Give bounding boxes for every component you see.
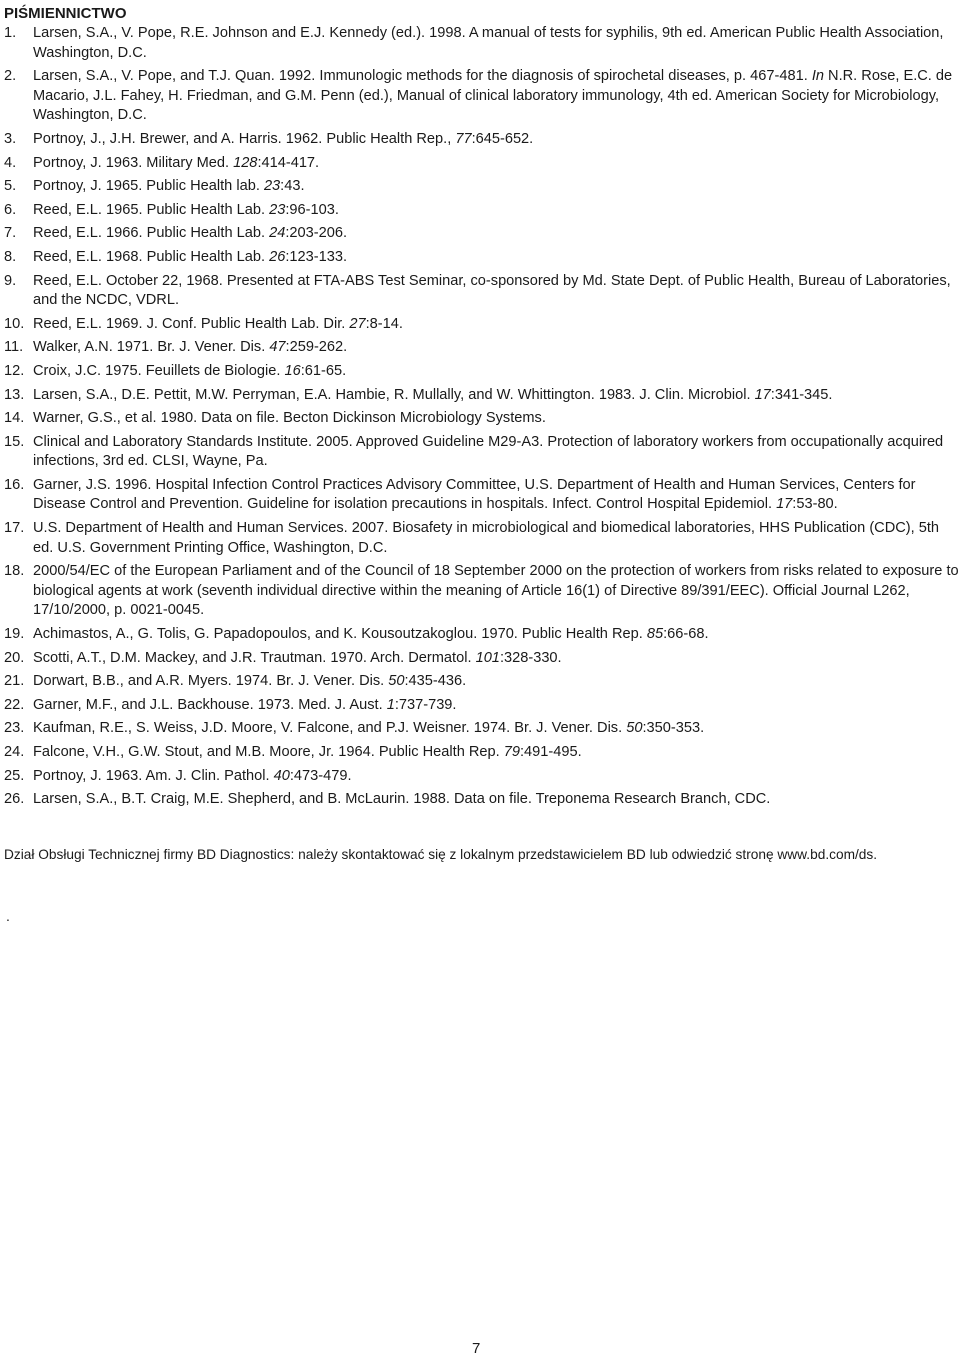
reference-item (4, 433, 960, 472)
reference-number: 5. (4, 178, 17, 195)
reference-item (4, 696, 960, 716)
reference-volume: 24 (269, 225, 286, 242)
reference-text-part: Portnoy, J. 1963. Military Med. (33, 154, 234, 171)
reference-item (4, 130, 960, 150)
reference-number: 16. (4, 476, 25, 493)
reference-volume: 26 (269, 248, 286, 265)
reference-volume: 23 (269, 201, 286, 218)
reference-item (4, 672, 960, 692)
reference-number: 11. (4, 339, 24, 356)
reference-number: 26. (4, 791, 25, 808)
reference-number: 19. (4, 626, 25, 643)
reference-text (33, 248, 960, 268)
reference-number: 10. (4, 315, 25, 332)
reference-text (33, 476, 960, 515)
reference-item (4, 790, 960, 810)
reference-volume: 23 (263, 178, 281, 195)
reference-text-part: Larsen, S.A., V. Pope, R.E. Johnson and E.J. Kennedy (ed.). 1998. A manual of tests for syphilis, 9th ed. American Public Health Association, Washington, D.C. (33, 25, 944, 61)
reference-text (33, 24, 960, 63)
reference-volume: 85 (646, 626, 664, 643)
reference-item (4, 386, 960, 406)
reference-volume: 77 (455, 130, 472, 147)
reference-text (33, 519, 960, 558)
reference-item (4, 154, 960, 174)
reference-number: 4. (4, 154, 17, 171)
reference-number: 15. (4, 433, 25, 450)
reference-text-part: :61-65. (300, 362, 347, 379)
reference-item (4, 719, 960, 739)
reference-volume: 47 (269, 339, 286, 356)
reference-item (4, 362, 960, 382)
reference-text-part: Dorwart, B.B., and A.R. Myers. 1974. Br. J. Vener. Dis. (33, 673, 389, 690)
reference-text-part: :43. (280, 178, 305, 195)
reference-number: 8. (4, 248, 17, 265)
reference-text-part: N.R. Rose, E.C. de Macario, J.L. Fahey, H. Friedman, and G.M. Penn (ed.), Manual of clinical laboratory immunology, 4th ed. American Society for Microbiology, Washington, D.C. (33, 68, 953, 124)
reference-item (4, 649, 960, 669)
reference-text-part: Garner, M.F., and J.L. Backhouse. 1973. Med. J. Aust. (33, 696, 387, 713)
reference-text (33, 338, 960, 358)
reference-text (33, 386, 960, 406)
reference-text-part: :473-479. (289, 767, 352, 784)
reference-text-part: :414-417. (257, 154, 320, 171)
reference-text-part: :491-495. (519, 744, 582, 760)
reference-text (33, 224, 960, 244)
reference-text-part: Croix, J.C. 1975. Feuillets de Biologie. (33, 362, 285, 379)
reference-number: 7. (4, 225, 17, 242)
reference-text-part: :66-68. (663, 626, 709, 643)
reference-text-part: Larsen, S.A., B.T. Craig, M.E. Shepherd, and B. McLaurin. 1988. Data on file. Treponema Research Branch, CDC. (33, 791, 771, 808)
reference-number: 14. (4, 410, 25, 427)
reference-text (33, 743, 960, 763)
reference-text (33, 201, 960, 221)
page-heading: PIŚMIENNICTWO (4, 5, 127, 22)
reference-text (33, 672, 960, 692)
footer-dot: . (6, 908, 10, 924)
reference-volume: 1 (386, 696, 395, 713)
reference-item (4, 272, 960, 311)
reference-number: 13. (4, 386, 25, 403)
reference-volume: 17 (754, 386, 771, 403)
reference-number: 24. (4, 744, 25, 760)
reference-text-part: Reed, E.L. 1965. Public Health Lab. (33, 201, 270, 218)
reference-text-part: :203-206. (285, 225, 347, 242)
reference-volume: 50 (388, 673, 405, 690)
reference-text-part: Larsen, S.A., V. Pope, and T.J. Quan. 1992. Immunologic methods for the diagnosis of spirochetal diseases, p. 467-481. (33, 68, 812, 85)
reference-number: 22. (4, 696, 25, 713)
reference-item (4, 519, 960, 558)
reference-text (33, 154, 960, 174)
reference-number: 23. (4, 720, 25, 737)
reference-item (4, 24, 960, 63)
reference-text (33, 272, 960, 311)
reference-volume: 27 (349, 315, 366, 332)
reference-item (4, 476, 960, 515)
reference-item (4, 67, 960, 126)
reference-number: 17. (4, 520, 25, 537)
reference-item (4, 743, 960, 763)
reference-item (4, 201, 960, 221)
reference-text-part: Garner, J.S. 1996. Hospital Infection Control Practices Advisory Committee, U.S. Department of Health and Human Services, Centers for Disease Control and Prevention. Guideline for isolation precautions in hospitals. Infect. Control Hospital Epidemiol. (33, 476, 916, 513)
reference-text-part: Larsen, S.A., D.E. Pettit, M.W. Perryman, E.A. Hambie, R. Mullally, and W. Whittington. 1983. J. Clin. Microbiol. (33, 386, 755, 403)
reference-text-part: :96-103. (285, 201, 339, 218)
reference-text-part: :259-262. (285, 339, 348, 356)
reference-text (33, 409, 960, 429)
reference-text-part: 2000/54/EC of the European Parliament and of the Council of 18 September 2000 on the protection of workers from risks related to exposure to biological agents at work (seventh individual directive within the meaning of Article 16(1) of Directive 89/391/EEC). Official Journal L262, 17/10/2000, p. 0021-0045. (33, 563, 959, 619)
reference-text (33, 649, 960, 669)
reference-text-part: :8-14. (365, 315, 403, 332)
reference-text-part: Scotti, A.T., D.M. Mackey, and J.R. Trautman. 1970. Arch. Dermatol. (33, 649, 476, 666)
reference-text (33, 433, 960, 472)
reference-text (33, 315, 960, 335)
reference-text (33, 177, 960, 197)
reference-number: 3. (4, 130, 17, 147)
reference-item (4, 224, 960, 244)
reference-volume: 128 (233, 154, 258, 171)
reference-text-part: :53-80. (792, 496, 838, 513)
reference-text (33, 767, 960, 787)
reference-item (4, 248, 960, 268)
reference-item (4, 625, 960, 645)
reference-text-part: :645-652. (471, 130, 534, 147)
reference-number: 1. (4, 25, 17, 41)
reference-text-part: Kaufman, R.E., S. Weiss, J.D. Moore, V. Falcone, and P.J. Weisner. 1974. Br. J. Vener. Dis. (33, 720, 627, 737)
reference-number: 25. (4, 767, 25, 784)
reference-text-part: Portnoy, J., J.H. Brewer, and A. Harris. 1962. Public Health Rep., (33, 130, 456, 147)
reference-item (4, 562, 960, 621)
reference-text (33, 696, 960, 716)
reference-item (4, 767, 960, 787)
reference-number: 18. (4, 563, 25, 580)
reference-text-part: :435-436. (404, 673, 467, 690)
reference-number: 12. (4, 362, 25, 379)
reference-text-part: Achimastos, A., G. Tolis, G. Papadopoulos, and K. Kousoutzakoglou. 1970. Public Health Rep. (33, 626, 647, 643)
reference-text (33, 67, 960, 126)
reference-number: 9. (4, 272, 17, 289)
reference-text-part: Reed, E.L. 1966. Public Health Lab. (33, 225, 270, 242)
reference-number: 2. (4, 68, 17, 85)
reference-item (4, 315, 960, 335)
reference-number: 21. (4, 673, 25, 690)
reference-text-part: Portnoy, J. 1963. Am. J. Clin. Pathol. (33, 767, 274, 784)
reference-text-part: :341-345. (770, 386, 833, 403)
reference-text-part: Reed, E.L. 1968. Public Health Lab. (33, 248, 270, 265)
reference-number: 20. (4, 649, 25, 666)
reference-text-part: Clinical and Laboratory Standards Institute. 2005. Approved Guideline M29-A3. Protection of laboratory workers from occupationally acquired infections, 3rd ed. CLSI, Wayne, Pa. (33, 433, 944, 470)
reference-text (33, 130, 960, 150)
reference-text-part: :328-330. (499, 649, 562, 666)
page-number: 7 (472, 1340, 481, 1357)
reference-text-part: :123-133. (285, 248, 347, 265)
reference-volume: 17 (776, 496, 793, 513)
reference-text (33, 562, 960, 621)
reference-text-part: U.S. Department of Health and Human Services. 2007. Biosafety in microbiological and biomedical laboratories, HHS Publication (CDC), 5th ed. U.S. Government Printing Office, Washington, D.C. (33, 520, 940, 556)
reference-volume: In (811, 68, 824, 85)
reference-item (4, 177, 960, 197)
reference-text-part: :737-739. (394, 696, 457, 713)
reference-text (33, 790, 960, 810)
reference-number: 6. (4, 201, 17, 218)
reference-volume: 101 (475, 649, 500, 666)
reference-text (33, 362, 960, 382)
reference-volume: 40 (273, 767, 290, 784)
reference-volume: 79 (503, 744, 520, 760)
reference-text-part: Warner, G.S., et al. 1980. Data on file. Becton Dickinson Microbiology Systems. (33, 410, 546, 427)
reference-text-part: Reed, E.L. October 22, 1968. Presented at FTA-ABS Test Seminar, co-sponsored by Md. State Dept. of Public Health, Bureau of Laboratories, and the NCDC, VDRL. (33, 272, 951, 309)
reference-text (33, 719, 960, 739)
reference-text-part: Portnoy, J. 1965. Public Health lab. (33, 178, 264, 195)
reference-text-part: Falcone, V.H., G.W. Stout, and M.B. Moore, Jr. 1964. Public Health Rep. (33, 744, 504, 760)
reference-text-part: Walker, A.N. 1971. Br. J. Vener. Dis. (33, 339, 270, 356)
footer-note: Dział Obsługi Technicznej firmy BD Diagnostics: należy skontaktować się z lokalnym przedstawicielem BD lub odwiedzić stronę www.bd.com/ds. (4, 847, 878, 862)
reference-text-part: :350-353. (642, 720, 705, 737)
reference-volume: 16 (284, 362, 301, 379)
reference-text-part: Reed, E.L. 1969. J. Conf. Public Health Lab. Dir. (33, 315, 350, 332)
reference-volume: 50 (626, 720, 643, 737)
reference-item (4, 338, 960, 358)
reference-text (33, 625, 960, 645)
reference-list (4, 24, 960, 814)
reference-item (4, 409, 960, 429)
